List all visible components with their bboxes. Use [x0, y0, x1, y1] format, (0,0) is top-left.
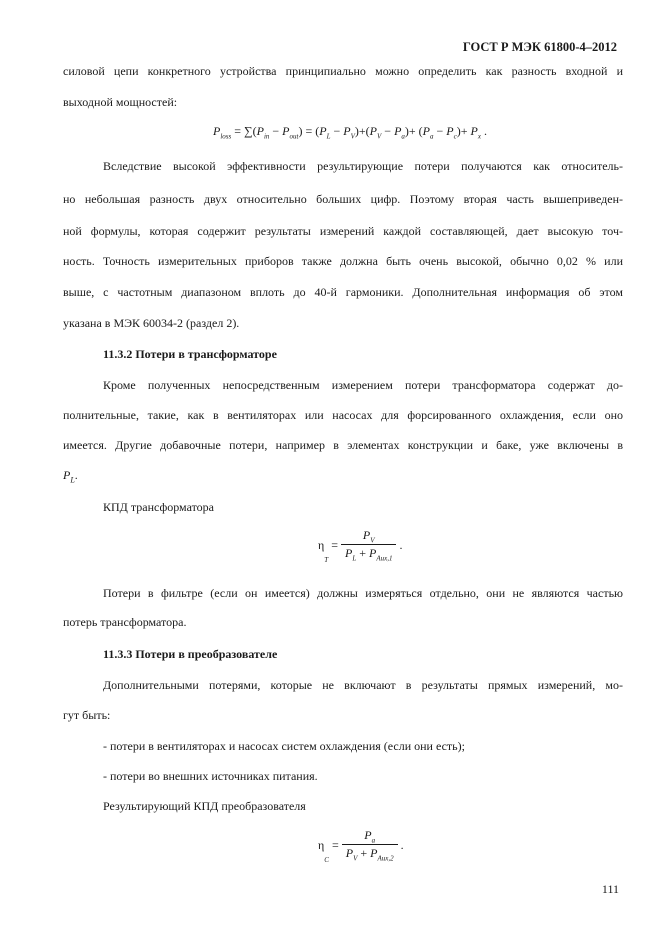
- para1-line-2: но небольшая разность двух относительно больших цифр. Поэтому вторая часть вышеприведен-: [63, 192, 623, 206]
- para4-line-1: Дополнительными потерями, которые не включают в результаты прямых измерений, мо-: [103, 678, 623, 692]
- para1-line-3: ной формулы, которая содержит результаты измерений каждой составляющей, дает высокую точ-: [63, 224, 623, 238]
- formula-eta-converter: $\eta_C$ = $\frac{P_a}{P_V + P_{Aux,2}}$ .: [318, 828, 404, 865]
- para1-line-5: выше, с частотным диапазоном вплоть до 40-й гармоники. Дополнительная информация об этом: [63, 285, 623, 299]
- kpd-converter-label: Результирующий КПД преобразователя: [103, 799, 306, 813]
- list-item: - потери во внешних источниках питания.: [103, 769, 318, 783]
- kpd-transformer-label: КПД трансформатора: [103, 500, 214, 514]
- section-heading-11-3-2: 11.3.2 Потери в трансформаторе: [103, 347, 277, 361]
- para2-line-1: Кроме полученных непосредственным измерением потери трансформатора содержат до-: [103, 378, 623, 392]
- intro-line-1: силовой цепи конкретного устройства принципиально можно определить как разность входной и: [63, 64, 623, 78]
- para3-line-2: потерь трансформатора.: [63, 615, 187, 629]
- page-number: 111: [601, 882, 619, 896]
- formula-loss: $P_{loss} = \sum(P_{in} - P_{out}) = (P_L - P_V)+(P_V - P_a)+ (P_a - P_c)+ P_x$ .: [213, 124, 487, 141]
- intro-line-2: выходной мощностей:: [63, 95, 178, 109]
- list-item: - потери в вентиляторах и насосах систем охлаждения (если они есть);: [103, 739, 465, 753]
- variable-p: P: [63, 468, 71, 482]
- para1-line-4: ность. Точность измерительных приборов также должна быть очень высокой, обычно 0,02 % или: [63, 254, 623, 268]
- section-heading-11-3-3: 11.3.3 Потери в преобразователе: [103, 647, 278, 661]
- line-end-period: .: [74, 468, 78, 482]
- para2-line-3: имеется. Другие добавочные потери, например в элементах конструкции и баке, уже включены в: [63, 438, 623, 452]
- para2-line-4: [63, 468, 623, 484]
- variable-subscript: L: [70, 475, 75, 485]
- para3-line-1: Потери в фильтре (если он имеется) должны измеряться отдельно, они не являются частью: [103, 586, 623, 600]
- para1-line-1: Вследствие высокой эффективности результирующие потери получаются как относитель-: [103, 159, 623, 173]
- para4-line-2: гут быть:: [63, 708, 111, 722]
- page-header-doc-id: ГОСТ Р МЭК 61800-4–2012: [462, 40, 617, 54]
- para1-line-6: указана в МЭК 60034-2 (раздел 2).: [63, 316, 240, 330]
- formula-eta-transformer: $\eta_T$ = $\frac{P_V}{P_L + P_{Aux,1}}$ .: [318, 528, 403, 565]
- para2-line-2: полнительные, такие, как в вентиляторах или насосах для форсированного охлаждения, если оно: [63, 408, 623, 422]
